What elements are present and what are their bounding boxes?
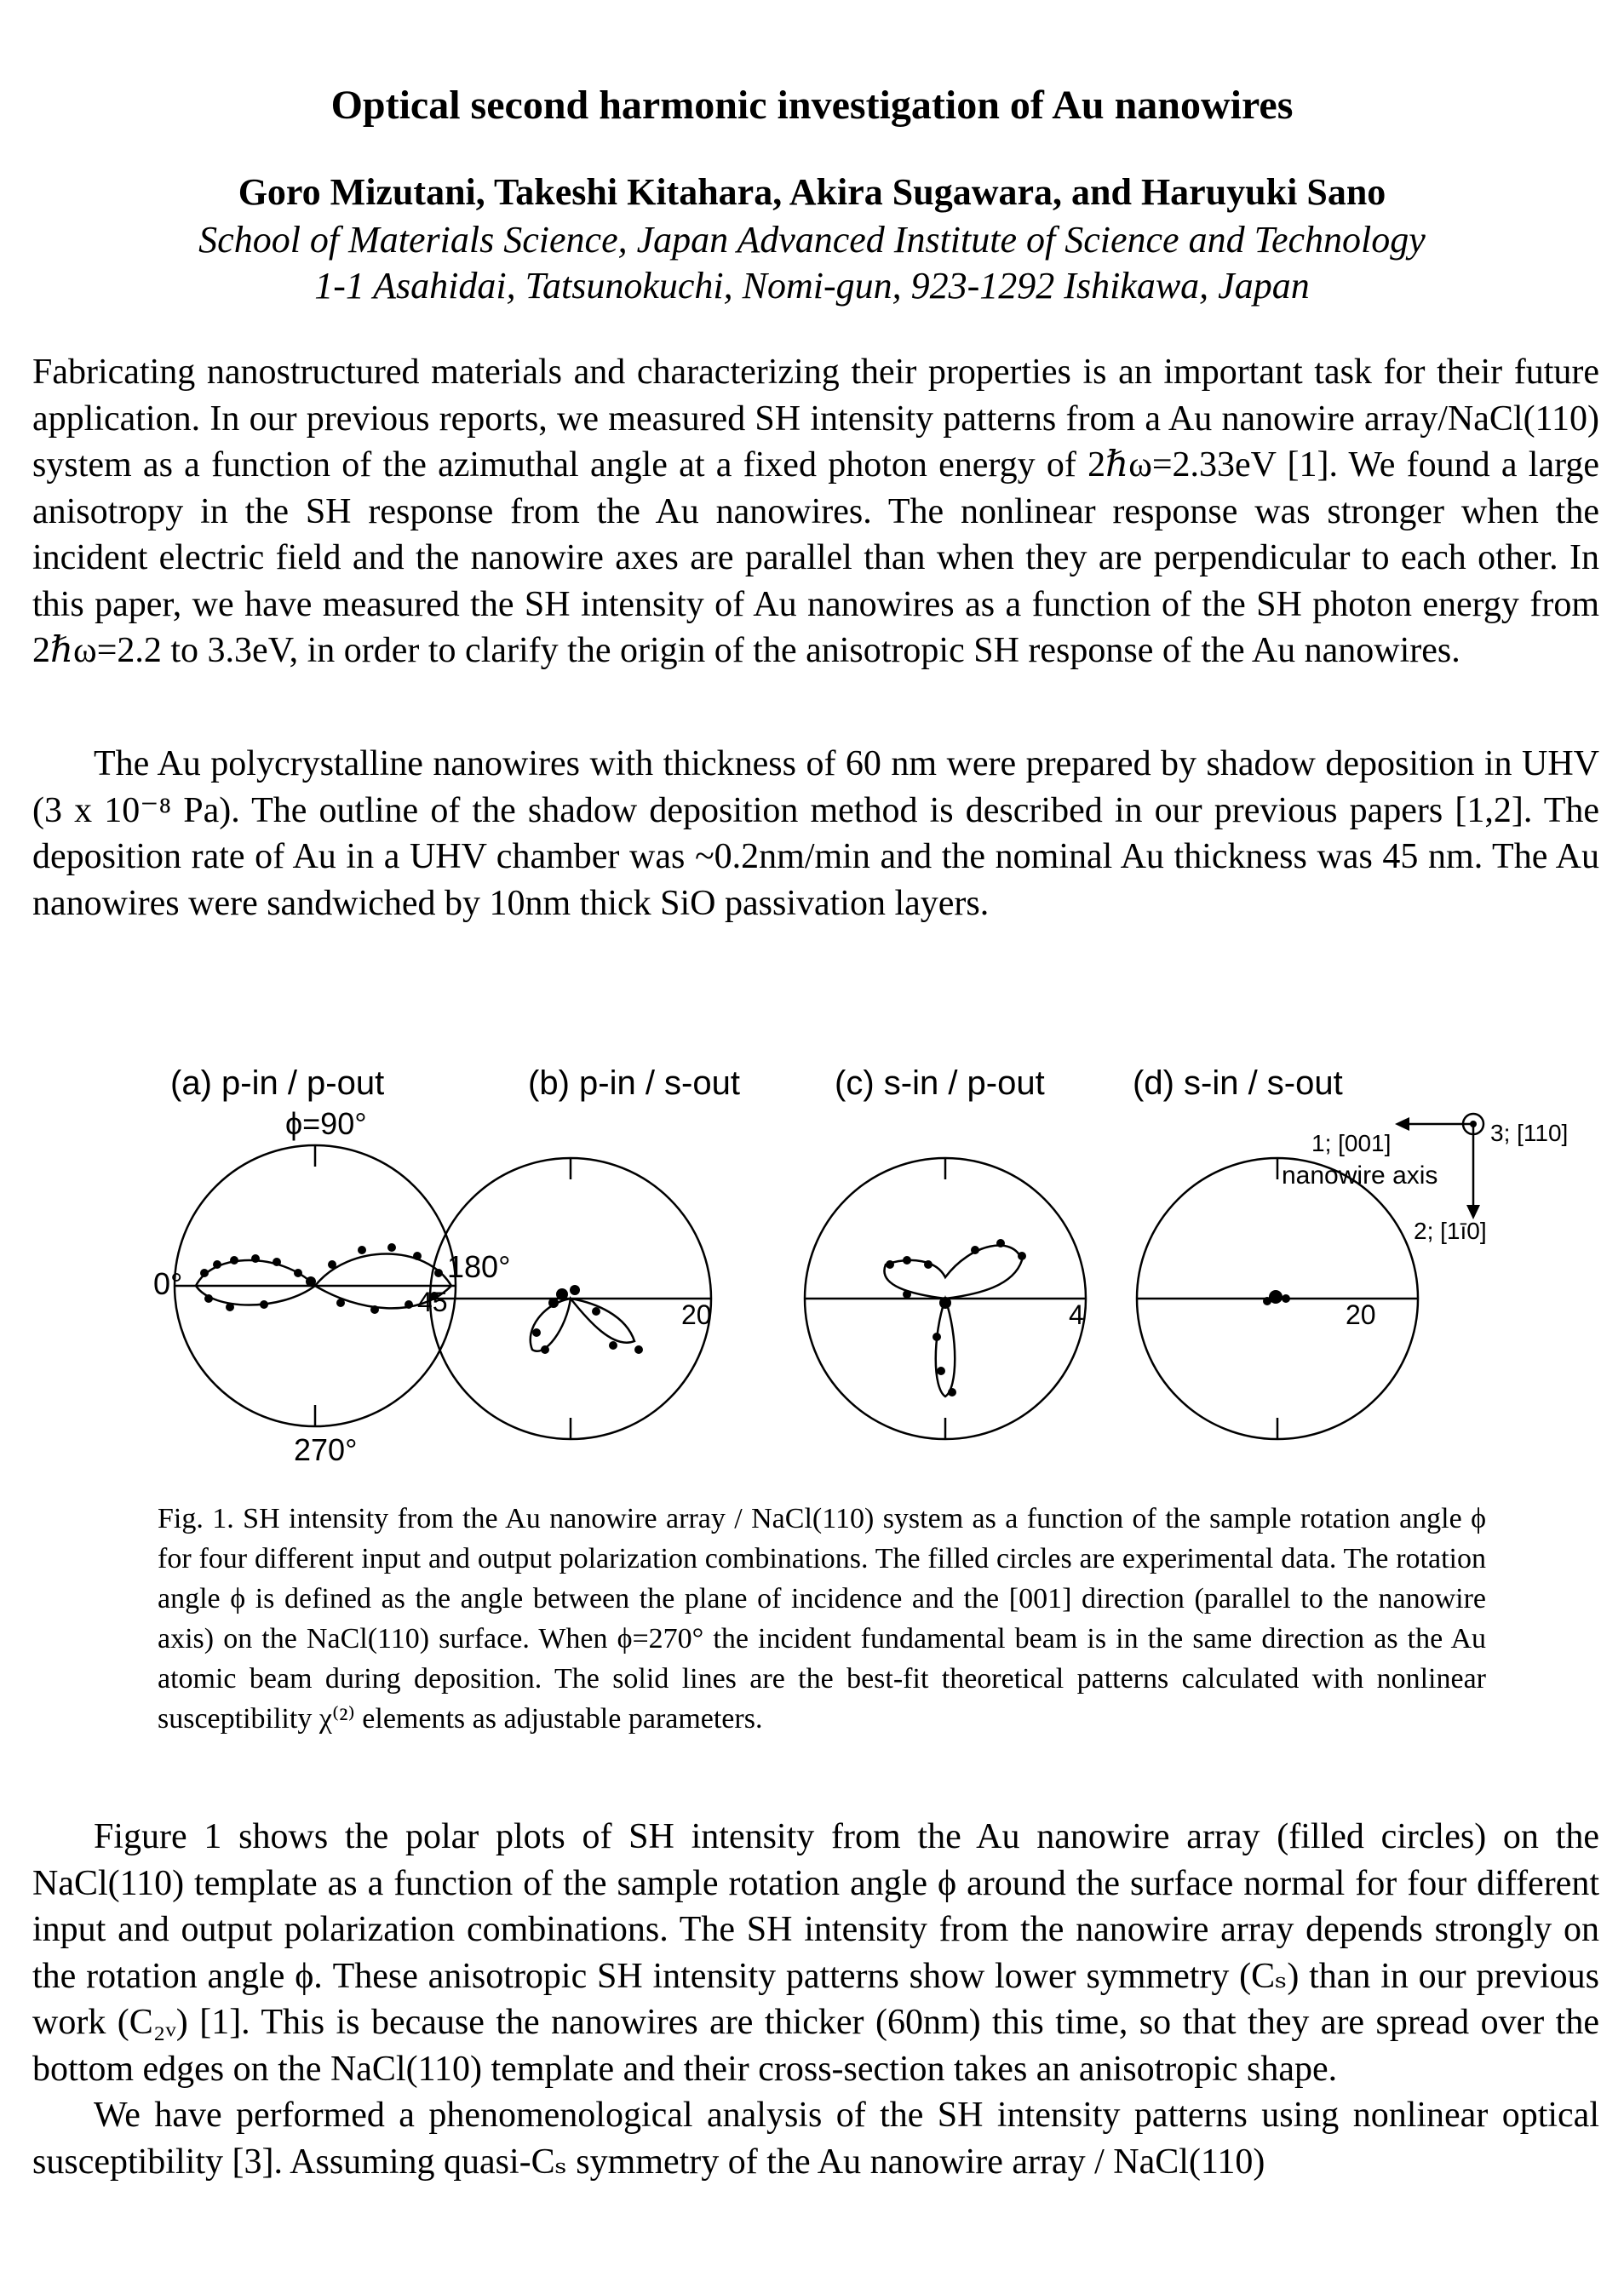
panel-b-scale: 20	[681, 1299, 712, 1330]
panel-c-fit-curve-bottom	[936, 1299, 955, 1396]
paragraph-4: We have performed a phenomenological analysis of the SH intensity patterns using nonlinear optical susceptibility [3]. Assuming quasi-Cₛ symmetry of the Au nanowire array / NaCl(110)	[32, 2096, 1599, 2182]
panel-b-fit-curve	[531, 1299, 634, 1351]
panel-c-label: (c) s-in / p-out	[835, 1064, 1045, 1102]
panel-d-label: (d) s-in / s-out	[1133, 1064, 1343, 1102]
intro-paragraph	[32, 349, 1599, 674]
paragraph-3: Figure 1 shows the polar plots of SH intensity from the Au nanowire array (filled circles) on the NaCl(110) template as a function of the sample rotation angle ϕ around the surface normal for four different input and output polarization combinations. The SH intensity from the nanowire array depends strongly on the rotation angle ϕ. These anisotropic SH intensity patterns show lower symmetry (Cₛ) than in our previous work (C₂ᵥ) [1]. This is because the nanowires are thicker (60nm) this time, so that they are spread over the bottom edges on the NaCl(110) template and their cross-section takes an anisotropic shape.	[32, 1817, 1599, 2089]
affiliation-line-2: 1-1 Asahidai, Tatsunokuchi, Nomi-gun, 923-1292 Ishikawa, Japan	[314, 265, 1310, 307]
axis-2-label: 2; [1ī0]	[1414, 1218, 1487, 1244]
axis-1-label: 1; [001]	[1311, 1130, 1392, 1156]
figure-1-polar-plots	[136, 1056, 1584, 1465]
panel-c-scale: 4	[1069, 1299, 1084, 1330]
paragraph-2: The Au polycrystalline nanowires with thickness of 60 nm were prepared by shadow deposition in UHV (3 x 10⁻⁸ Pa). The outline of the shadow deposition method is described in our previous papers [1,2]. The deposition rate of Au in a UHV chamber was ~0.2nm/min and the nominal Au thickness was 45 nm. The Au nanowires were sandwiched by 10nm thick SiO passivation layers.	[32, 744, 1599, 923]
results-paragraphs	[32, 1814, 1599, 2185]
paper-title: Optical second harmonic investigation of Au nanowires	[330, 83, 1294, 128]
angle-180-label: 180°	[447, 1249, 511, 1284]
panel-a-scale: 45	[417, 1287, 448, 1317]
angle-0-label: 0°	[153, 1266, 183, 1301]
affiliation-line-1: School of Materials Science, Japan Advanced Institute of Science and Technology	[198, 219, 1426, 261]
caption-text: Fig. 1. SH intensity from the Au nanowire array / NaCl(110) system as a function of the sample rotation angle ϕ for four different input and output polarization combinations. The filled circles are experimental data. The rotation angle ϕ is defined as the angle between the plane of incidence and the [001] direction (parallel to the nanowire axis) on the NaCl(110) surface. When ϕ=270° the incident fundamental beam is in the same direction as the Au atomic beam during deposition. The solid lines are the best-fit theoretical patterns calculated with nonlinear susceptibility χ⁽²⁾ elements as adjustable parameters.	[158, 1503, 1486, 1735]
panel-a-label: (a) p-in / p-out	[170, 1064, 385, 1102]
methods-paragraph	[32, 741, 1599, 926]
panel-b-label: (b) p-in / s-out	[528, 1064, 740, 1102]
author-list: Goro Mizutani, Takeshi Kitahara, Akira Sugawara, and Haruyuki Sano	[238, 171, 1386, 213]
phi-90-label: ϕ=90°	[285, 1106, 367, 1141]
nanowire-axis-label: nanowire axis	[1282, 1161, 1438, 1190]
axis-3-label: 3; [110]	[1490, 1120, 1569, 1146]
figure-1-caption	[158, 1499, 1486, 1739]
paragraph-1: Fabricating nanostructured materials and characterizing their properties is an important task for their future application. In our previous reports, we measured SH intensity patterns from a Au nanowire array/NaCl(110) system as a function of the azimuthal angle at a fixed photon energy of 2ℏω=2.33eV [1]. We found a large anisotropy in the SH response from the Au nanowires. The nonlinear response was stronger when the incident electric field and the nanowire axes are parallel than when they are perpendicular to each other. In this paper, we have measured the SH intensity of Au nanowires as a function of the SH photon energy from 2ℏω=2.2 to 3.3eV, in order to clarify the origin of the anisotropic SH response of the Au nanowires.	[32, 353, 1599, 670]
angle-270-label: 270°	[294, 1432, 358, 1465]
panel-d-scale: 20	[1346, 1299, 1376, 1330]
